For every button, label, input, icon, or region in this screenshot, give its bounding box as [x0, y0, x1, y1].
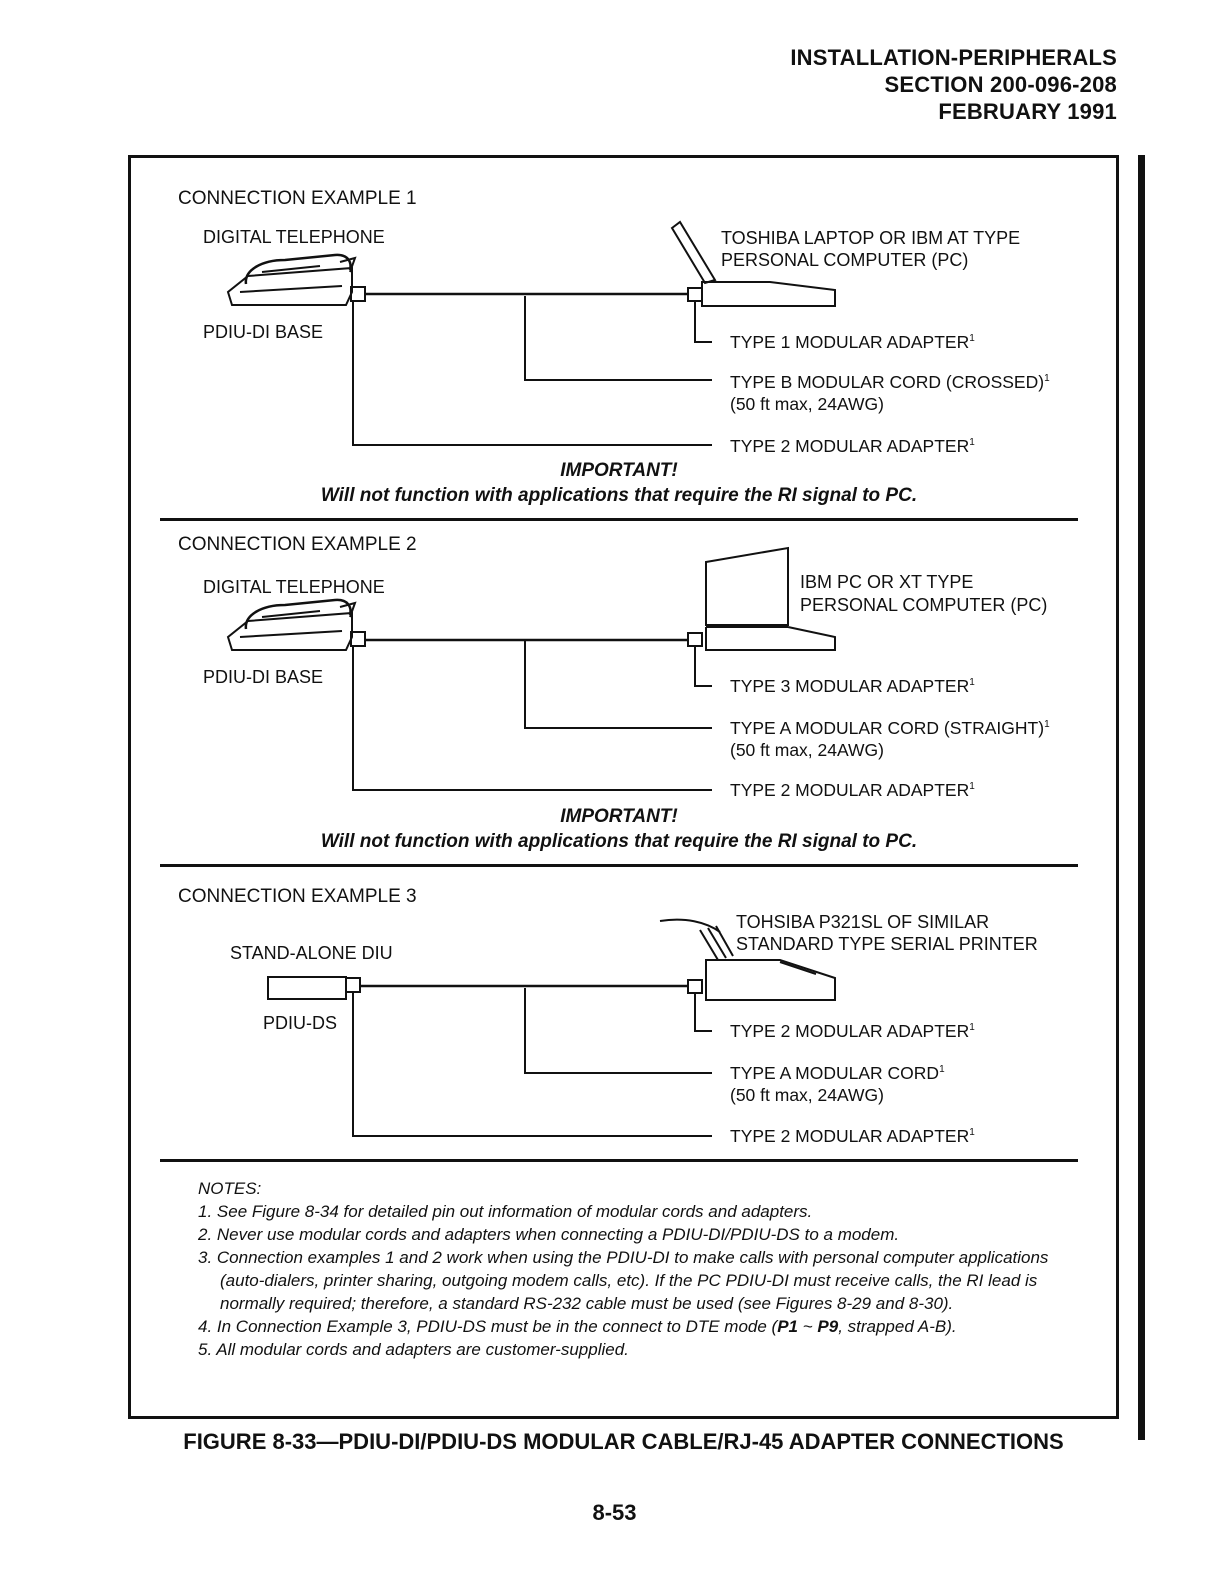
- example1-cord-label: TYPE B MODULAR CORD (CROSSED)$^1$: [730, 372, 1050, 392]
- digital-telephone-1-drawing: [228, 255, 355, 305]
- divider-1: [160, 518, 1078, 521]
- note-2: 2. Never use modular cords and adapters when connecting a PDIU-DI/PDIU-DS to a modem.: [198, 1225, 900, 1244]
- note-1: 1. See Figure 8-34 for detailed pin out information of modular cords and adapters.: [198, 1202, 813, 1221]
- example1-adapter-right-label: TYPE 1 MODULAR ADAPTER$^1$: [730, 332, 975, 352]
- example3-right-device-line2: STANDARD TYPE SERIAL PRINTER: [736, 934, 1038, 954]
- leader-cord-1: [525, 296, 712, 380]
- connector-left-1: [351, 287, 365, 301]
- leader-type2-adapter-1: [353, 302, 712, 445]
- example2-adapter-left-label: TYPE 2 MODULAR ADAPTER$^1$: [730, 780, 975, 800]
- leader-type2-adapter-3l: [353, 993, 712, 1136]
- example1-adapter-left-label: TYPE 2 MODULAR ADAPTER$^1$: [730, 436, 975, 456]
- example1-left-device-label: DIGITAL TELEPHONE: [203, 227, 385, 247]
- connector-left-3: [346, 978, 360, 992]
- connector-right-2: [688, 633, 702, 646]
- notes-heading: NOTES:: [198, 1179, 262, 1198]
- example2-left-device-label: DIGITAL TELEPHONE: [203, 577, 385, 597]
- example1-base-label: PDIU-DI BASE: [203, 322, 324, 342]
- example3-title: CONNECTION EXAMPLE 3: [178, 886, 417, 907]
- header-date: FEBRUARY 1991: [938, 99, 1117, 124]
- example3-adapter-right-label: TYPE 2 MODULAR ADAPTER$^1$: [730, 1021, 975, 1041]
- divider-3: [160, 1159, 1078, 1162]
- stand-alone-diu-box: [268, 977, 346, 999]
- example2-adapter-right-label: TYPE 3 MODULAR ADAPTER$^1$: [730, 676, 975, 696]
- example1-right-device-line2: PERSONAL COMPUTER (PC): [721, 250, 969, 270]
- leader-type3-adapter-2: [695, 647, 712, 686]
- example2-base-label: PDIU-DI BASE: [203, 667, 324, 687]
- example2-important-text: Will not function with applications that require the RI signal to PC.: [320, 831, 918, 852]
- example1-right-device-line1: TOSHIBA LAPTOP OR IBM AT TYPE: [721, 228, 1021, 248]
- note-5: 5. All modular cords and adapters are customer-supplied.: [198, 1340, 629, 1359]
- connector-right-3: [688, 980, 702, 993]
- note-3: 3. Connection examples 1 and 2 work when using the PDIU-DI to make calls with personal computer applications (auto-dialers, printer sharing, outgoing modem calls, etc). If the PC PDIU-DI must receive calls, the RI lead is normally required; therefore, a standard RS-232 cable must be used (see Figures 8-29 and 8-30).: [198, 1248, 1049, 1313]
- example3-base-label: PDIU-DS: [263, 1013, 338, 1033]
- page-number: 8-53: [592, 1500, 637, 1525]
- example2-right-device-line2: PERSONAL COMPUTER (PC): [800, 595, 1048, 615]
- connector-right-1: [688, 288, 702, 301]
- figure-caption: FIGURE 8-33—PDIU-DI/PDIU-DS MODULAR CABLE/RJ-45 ADAPTER CONNECTIONS: [183, 1429, 1064, 1454]
- example2-important-title: IMPORTANT!: [560, 806, 678, 827]
- header-section-title: INSTALLATION-PERIPHERALS: [790, 45, 1117, 70]
- example2-title: CONNECTION EXAMPLE 2: [178, 534, 417, 555]
- example1-cord-spec: (50 ft max, 24AWG): [730, 394, 884, 414]
- header-section-number: SECTION 200-096-208: [884, 72, 1117, 97]
- example2-right-device-line1: IBM PC OR XT TYPE: [800, 572, 974, 592]
- example1-title: CONNECTION EXAMPLE 1: [178, 188, 417, 209]
- example3-cord-label: TYPE A MODULAR CORD$^1$: [730, 1063, 945, 1083]
- note-4: 4. In Connection Example 3, PDIU-DS must be in the connect to DTE mode (P1 ~ P9, strapped A-B).: [198, 1317, 957, 1336]
- example3-right-device-line1: TOHSIBA P321SL OF SIMILAR: [736, 912, 990, 932]
- leader-cord-3: [525, 988, 712, 1073]
- connector-left-2: [351, 632, 365, 646]
- example3-adapter-left-label: TYPE 2 MODULAR ADAPTER$^1$: [730, 1126, 975, 1146]
- leader-type1-adapter-1: [695, 302, 712, 342]
- example3-cord-spec: (50 ft max, 24AWG): [730, 1085, 884, 1105]
- leader-cord-2: [525, 641, 712, 728]
- example3-left-device-label: STAND-ALONE DIU: [230, 943, 393, 963]
- divider-2: [160, 864, 1078, 867]
- example1-important-text: Will not function with applications that require the RI signal to PC.: [320, 485, 918, 506]
- leader-type2-adapter-2: [353, 647, 712, 790]
- example2-cord-label: TYPE A MODULAR CORD (STRAIGHT)$^1$: [730, 718, 1050, 738]
- digital-telephone-2-drawing: [228, 600, 355, 650]
- notes-section: [198, 1177, 1058, 1361]
- example2-cord-spec: (50 ft max, 24AWG): [730, 740, 884, 760]
- example1-important-title: IMPORTANT!: [560, 460, 678, 481]
